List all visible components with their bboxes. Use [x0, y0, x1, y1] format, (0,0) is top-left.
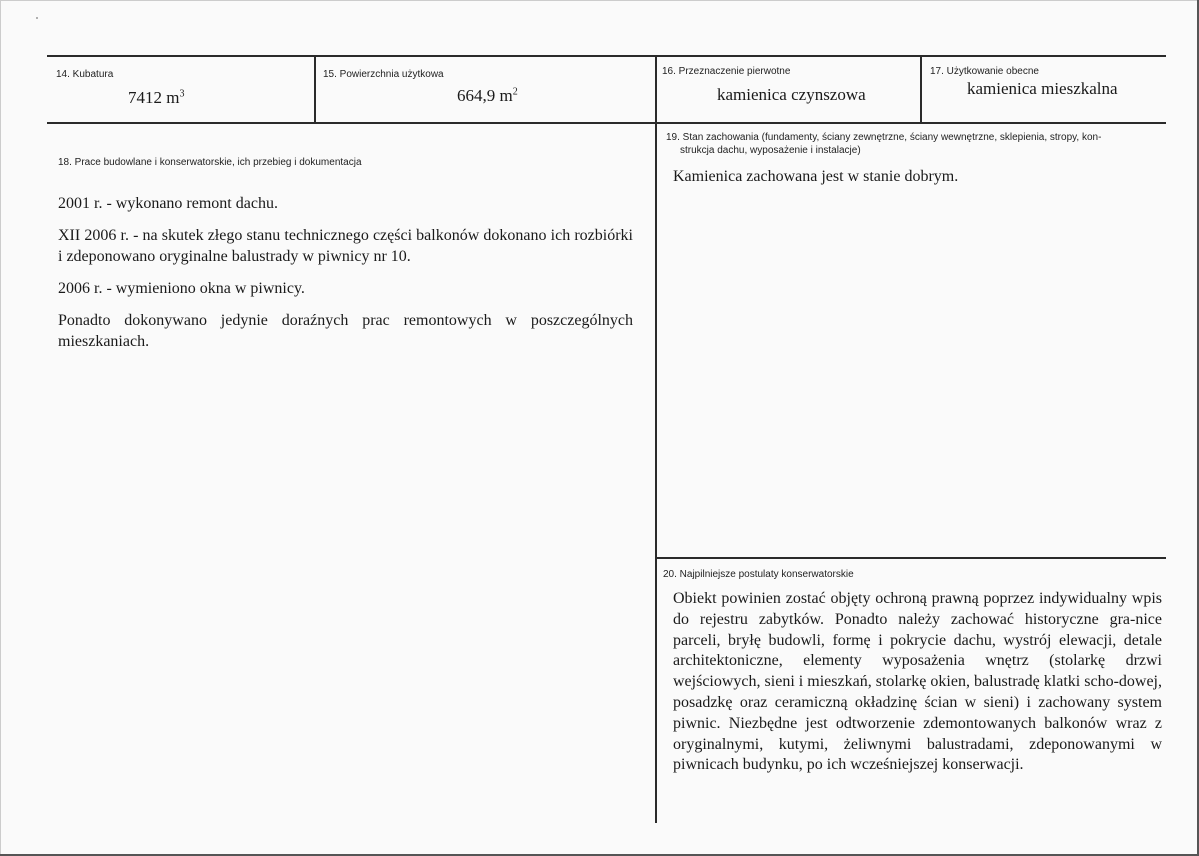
grid-line-col-17 [920, 55, 922, 124]
field-17-label: 17. Użytkowanie obecne [930, 66, 1039, 77]
field-17-value: kamienica mieszkalna [967, 79, 1118, 98]
field-16-label: 16. Przeznaczenie pierwotne [662, 66, 791, 77]
grid-line-col-main [655, 55, 657, 823]
field-18-text [58, 193, 633, 363]
grid-line-field20-top [657, 557, 1166, 559]
field-15-label: 15. Powierzchnia użytkowa [323, 69, 444, 80]
grid-line-col-15 [314, 55, 316, 124]
scan-edge-left [0, 0, 1, 856]
grid-line-row1-bottom [47, 122, 1166, 124]
field-18-label: 18. Prace budowlane i konserwatorskie, ich przebieg i dokumentacja [58, 157, 362, 168]
field-20-text: Obiekt powinien zostać objęty ochroną prawną poprzez indywidualny wpis do rejestru zabytków. Ponadto należy zachować historyczne gra-nice parceli, bryłę budowli, formę i pokrycie dachu, wystrój elewacji, detale architektoniczne, elementy wyposażenia wnętrz (stolarkę drzwi wejściowych, sieni i mieszkań, stolarkę okien, balustradę klatki scho-dowej, posadzkę oraz ceramiczną okładzinę ścian w sieni) i zachowany system piwnic. Niezbędne jest odtworzenie zdemontowanych balkonów wraz z oryginalnymi, kutymi, żeliwnymi balustradami, zdeponowanymi w piwnicach budynku, po ich wcześniejszej konserwacji. [673, 590, 1162, 774]
field-18-entry: Ponadto dokonywano jedynie doraźnych prac remontowych w poszczególnych mieszkaniach. [58, 312, 633, 350]
scan-speck [36, 17, 38, 19]
field-18-entry: 2001 r. - wykonano remont dachu. [58, 195, 278, 212]
field-18-entry: 2006 r. - wymieniono okna w piwnicy. [58, 280, 305, 297]
grid-line-top [47, 55, 1166, 57]
field-18-entry: XII 2006 r. - na skutek złego stanu technicznego części balkonów dokonano ich rozbiórki i zdeponowano oryginalne balustrady w piwnicy nr 10. [58, 227, 633, 265]
field-15-value: 664,9 $m^2$ [457, 86, 518, 105]
field-20-label: 20. Najpilniejsze postulaty konserwatorskie [663, 569, 854, 580]
scan-edge-top [0, 0, 1199, 1]
field-14-value: 7412 $m^3$ [128, 88, 185, 107]
field-16-value: kamienica czynszowa [717, 85, 866, 104]
field-19-label-line2: strukcja dachu, wyposażenie i instalacje) [680, 145, 861, 156]
field-19-text: Kamienica zachowana jest w stanie dobrym. [673, 168, 959, 185]
field-19-label-line1: 19. Stan zachowania (fundamenty, ściany zewnętrzne, ściany wewnętrzne, sklepienia, stropy, kon- [666, 132, 1102, 143]
field-14-label: 14. Kubatura [56, 69, 114, 80]
